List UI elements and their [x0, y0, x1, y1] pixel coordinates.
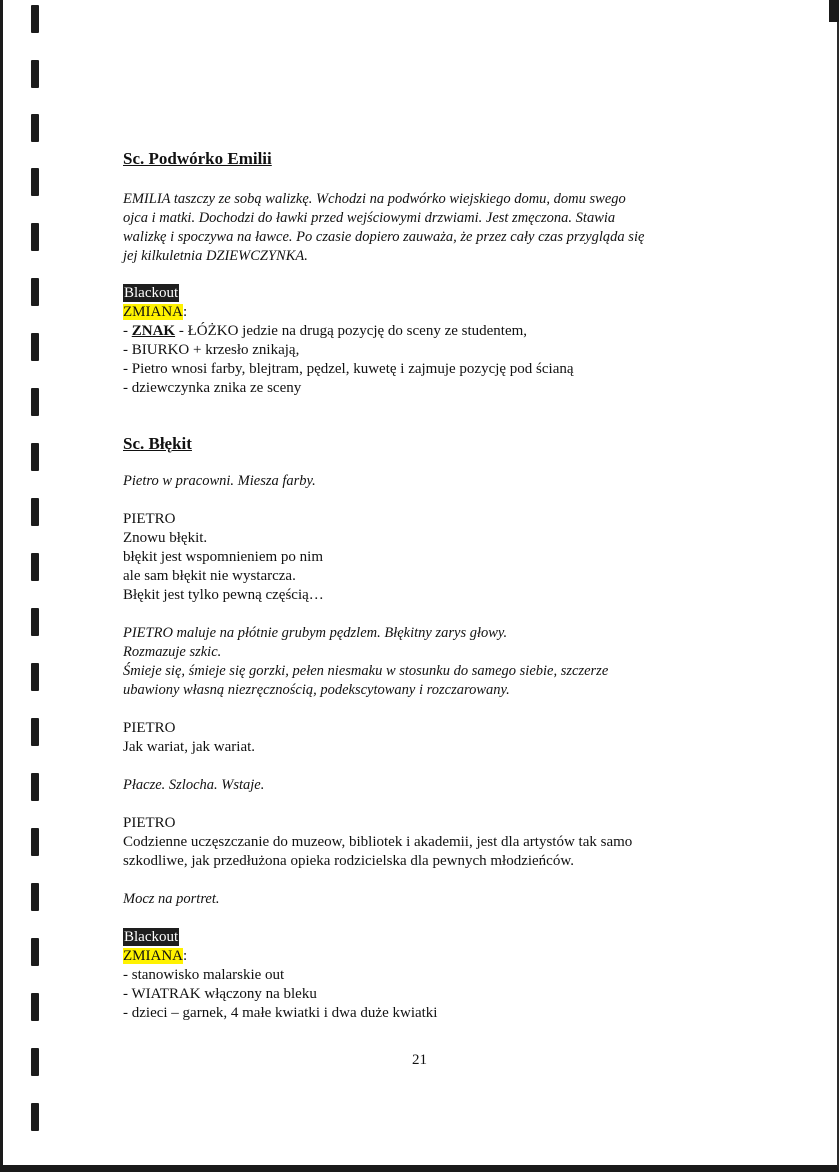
binding-hole: [31, 5, 39, 33]
binding-hole: [31, 608, 39, 636]
zmiana-colon: :: [183, 948, 188, 964]
dialogue-line: ale sam błękit nie wystarcza.: [123, 568, 296, 584]
stage-line: ojca i matki. Dochodzi do ławki przed wejściowymi drzwiami. Jest zmęczona. Stawia: [123, 210, 616, 226]
change-item: - dzieci – garnek, 4 małe kwiatki i dwa duże kwiatki: [123, 1005, 438, 1021]
binding-hole: [31, 883, 39, 911]
scene-heading: Sc. Błękit: [123, 434, 192, 453]
speaker-name: PIETRO: [123, 720, 176, 736]
binding-hole: [31, 1103, 39, 1131]
scan-edge-mark: [829, 0, 839, 22]
binding-hole: [31, 993, 39, 1021]
dialogue-line: błękit jest wspomnieniem po nim: [123, 549, 323, 565]
speaker-name: PIETRO: [123, 815, 176, 831]
zmiana-label: ZMIANA: [123, 304, 183, 320]
dialogue-line: Błękit jest tylko pewną częścią…: [123, 587, 324, 603]
dialogue-line: Codzienne uczęszczanie do muzeow, bibliotek i akademii, jest dla artystów tak samo: [123, 834, 633, 850]
binding-hole: [31, 553, 39, 581]
change-item: - BIURKO + krzesło znikają,: [123, 342, 300, 358]
change-text: - ŁÓŻKO jedzie na drugą pozycję do sceny ze studentem,: [175, 323, 528, 339]
zmiana-cue: [123, 303, 723, 322]
stage-line: EMILIA taszczy ze sobą walizkę. Wchodzi na podwórko wiejskiego domu, domu swego: [123, 191, 626, 207]
speaker-name: PIETRO: [123, 511, 176, 527]
zmiana-cue: [123, 947, 723, 966]
change-prefix: -: [123, 323, 132, 339]
scene-heading: Sc. Podwórko Emilii: [123, 149, 272, 168]
stage-line: Rozmazuje szkic.: [123, 644, 222, 660]
binding-hole: [31, 333, 39, 361]
binding-hole: [31, 443, 39, 471]
blackout-cue: [123, 928, 723, 947]
stage-direction: Mocz na portret.: [123, 891, 220, 907]
stage-direction: Pietro w pracowni. Miesza farby.: [123, 473, 316, 489]
dialogue-line: szkodliwe, jak przedłużona opieka rodzicielska dla pewnych młodzieńców.: [123, 853, 574, 869]
binding-hole: [31, 828, 39, 856]
stage-line: jej kilkuletnia DZIEWCZYNKA.: [123, 248, 308, 264]
binding-hole: [31, 938, 39, 966]
blackout-cue: [123, 284, 723, 303]
binding-hole: [31, 278, 39, 306]
binding-hole: [31, 168, 39, 196]
zmiana-label: ZMIANA: [123, 948, 183, 964]
dialogue-line: Znowu błękit.: [123, 530, 208, 546]
dialogue-line: Jak wariat, jak wariat.: [123, 739, 256, 755]
stage-direction: [123, 190, 723, 266]
binding-hole: [31, 498, 39, 526]
change-item: - Pietro wnosi farby, blejtram, pędzel, kuwetę i zajmuje pozycję pod ścianą: [123, 361, 574, 377]
binding-hole: [31, 773, 39, 801]
change-item: - dziewczynka znika ze sceny: [123, 380, 302, 396]
page-number: 21: [412, 1052, 427, 1068]
stage-line: walizkę i spoczywa na ławce. Po czasie dopiero zauważa, że przez cały czas przygląda się: [123, 229, 645, 245]
binding-hole: [31, 388, 39, 416]
zmiana-colon: :: [183, 304, 188, 320]
blackout-label: Blackout: [124, 285, 179, 301]
stage-line: Śmieje się, śmieje się gorzki, pełen niesmaku w stosunku do samego siebie, szczerze: [123, 663, 609, 679]
binding-hole: [31, 114, 39, 142]
stage-line: PIETRO maluje na płótnie grubym pędzlem. Błękitny zarys głowy.: [123, 625, 508, 641]
znak-label: ZNAK: [131, 323, 176, 339]
binding-hole: [31, 223, 39, 251]
change-item: [123, 322, 723, 341]
binding-hole: [31, 663, 39, 691]
change-item: - WIATRAK włączony na bleku: [123, 986, 317, 1002]
change-item: - stanowisko malarskie out: [123, 967, 285, 983]
binding-hole: [31, 718, 39, 746]
blackout-label: Blackout: [124, 929, 179, 945]
stage-line: ubawiony własną niezręcznością, podekscytowany i rozczarowany.: [123, 682, 510, 698]
stage-direction: Płacze. Szlocha. Wstaje.: [123, 777, 265, 793]
script-body: [123, 148, 723, 1023]
binding-hole: [31, 60, 39, 88]
binding-holes: [31, 0, 43, 1172]
